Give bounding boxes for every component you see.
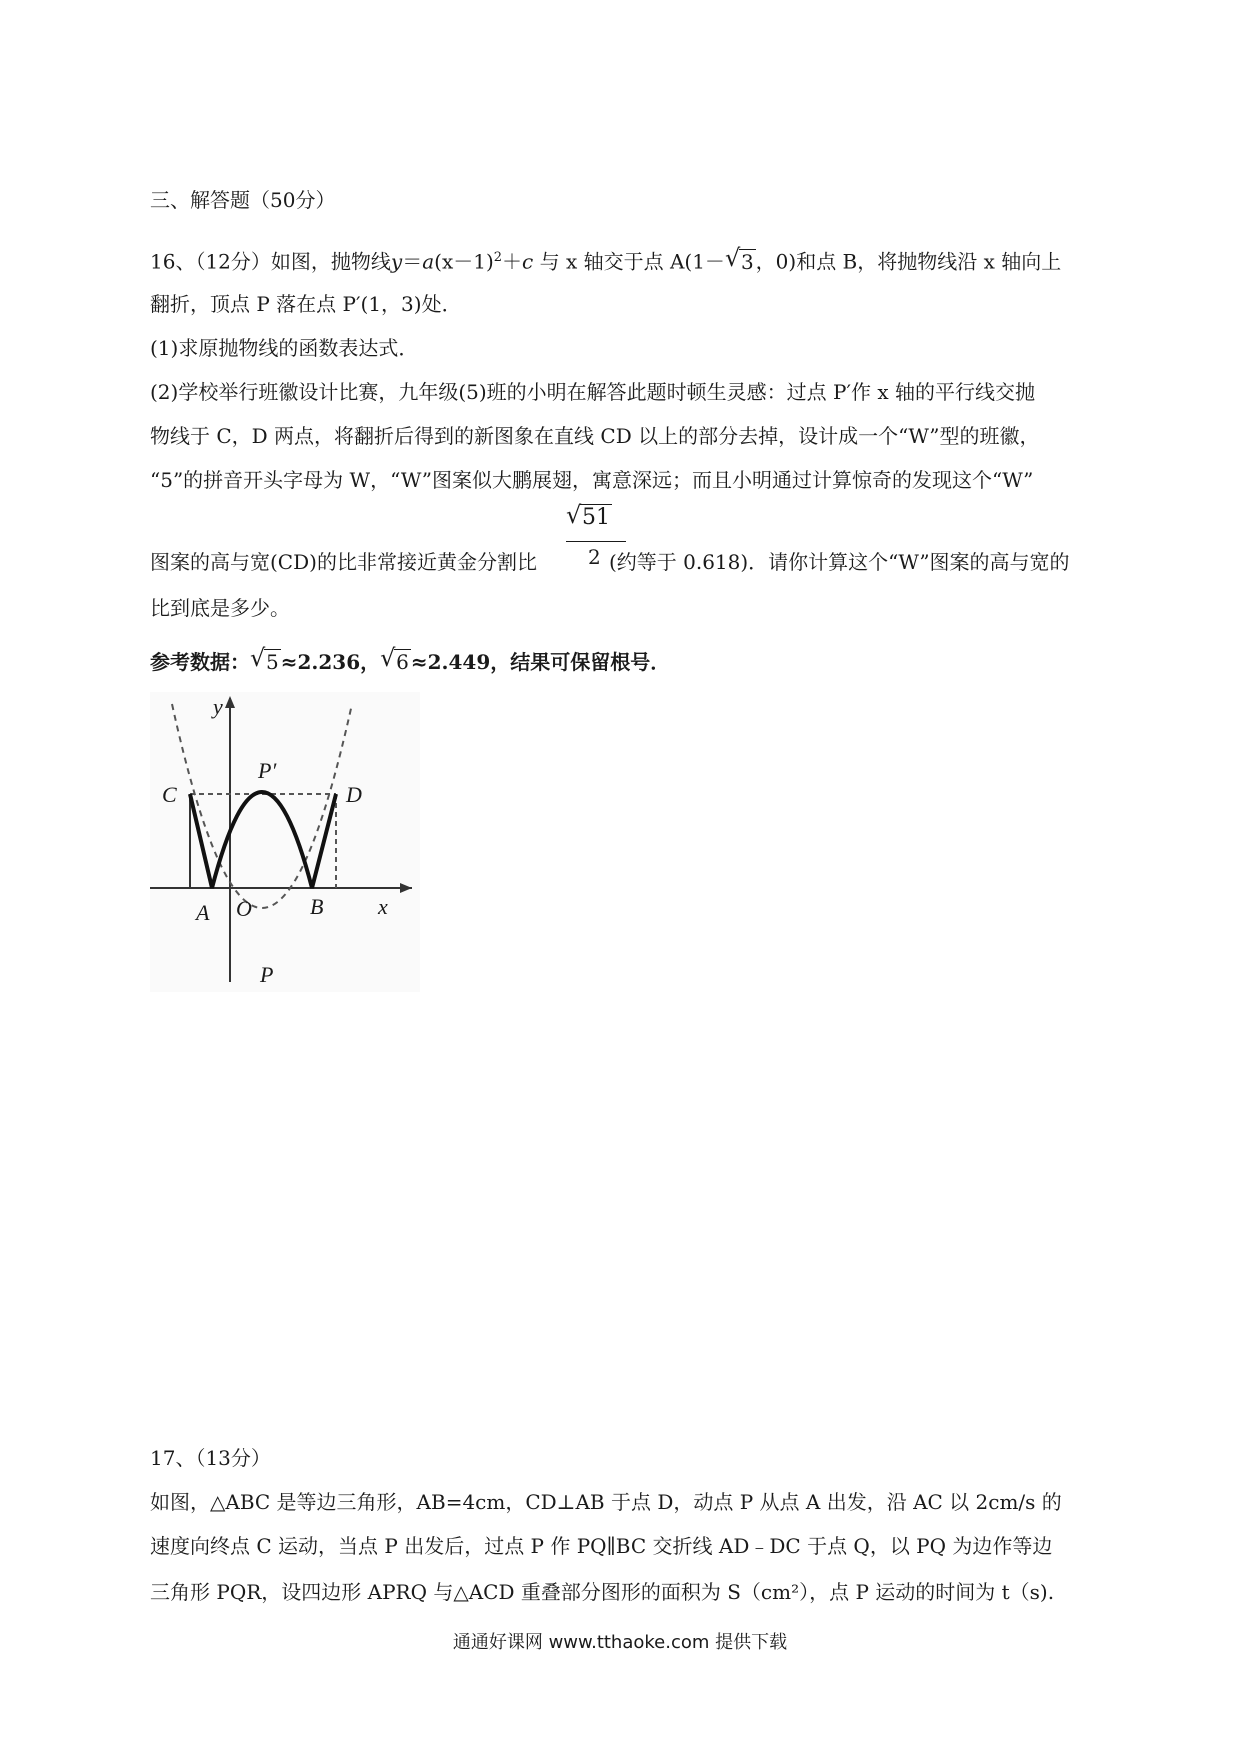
q16-part2-line-1: (2)学校举行班徽设计比赛，九年级(5)班的小明在解答此题时顿生灵感：过点 P′作 x 轴的平行线交抛 — [150, 380, 1036, 404]
label-c: C — [162, 782, 177, 807]
q16-line-1: 16、（12分）如图，抛物线$y=a(x-1)^2+c$ 与 x 轴交于点 A(1－ √ 3 ，0)和点 B，将抛物线沿 x 轴向上 — [150, 243, 1062, 274]
q17-line-3: 三角形 PQR，设四边形 APRQ 与△ACD 重叠部分图形的面积为 S（cm²），点 P 运动的时间为 t（s). — [150, 1580, 1055, 1604]
label-a: A — [196, 900, 210, 925]
label-b: B — [310, 894, 324, 919]
page-footer: 通通好课网 www.tthaoke.com 提供下载 — [452, 1632, 788, 1653]
label-d: D — [346, 782, 362, 807]
q17-line-1: 如图，△ABC 是等边三角形，AB=4cm，CD⊥AB 于点 D，动点 P 从点 A 出发，沿 AC 以 2cm/s 的 — [150, 1490, 1062, 1514]
q16-line-2: 翻折，顶点 P 落在点 P′(1，3)处． — [150, 292, 462, 316]
label-o: O — [236, 896, 252, 921]
q16-part2-line-5: 比到底是多少。 — [150, 596, 290, 620]
label-x: x — [378, 894, 388, 919]
label-y: y — [213, 694, 223, 719]
parabola-w-figure — [150, 692, 420, 992]
label-p-prime: P′ — [258, 758, 277, 783]
q17-line-2: 速度向终点 C 运动，当点 P 出发后，过点 P 作 PQ∥BC 交折线 AD﹣DC 于点 Q，以 PQ 为边作等边 — [150, 1534, 1053, 1558]
reference-data: 参考数据： √ 5 ≈2.236， √ 6 ≈2.449，结果可保留根号． — [150, 644, 671, 674]
q17-title: 17、（13分） — [150, 1446, 271, 1470]
q16-part2-line-3: “5”的拼音开头字母为 W，“W”图案似大鹏展翅，寓意深远；而且小明通过计算惊奇的发现这个“W” — [150, 468, 1034, 492]
q16-part2-line-4: 图案的高与宽(CD)的比非常接近黄金分割比 (约等于 0.618)．请你计算这个“W”图案的高与宽的 — [150, 550, 1070, 574]
label-p: P — [260, 962, 274, 987]
q16-part2-line-2: 物线于 C，D 两点，将翻折后得到的新图象在直线 CD 以上的部分去掉，设计成一个“W”型的班徽， — [150, 424, 1040, 448]
sqrt-3: √ 3 — [724, 243, 754, 274]
section-title: 三、解答题（50分） — [150, 188, 336, 212]
q16-part1: (1)求原抛物线的函数表达式． — [150, 336, 419, 360]
